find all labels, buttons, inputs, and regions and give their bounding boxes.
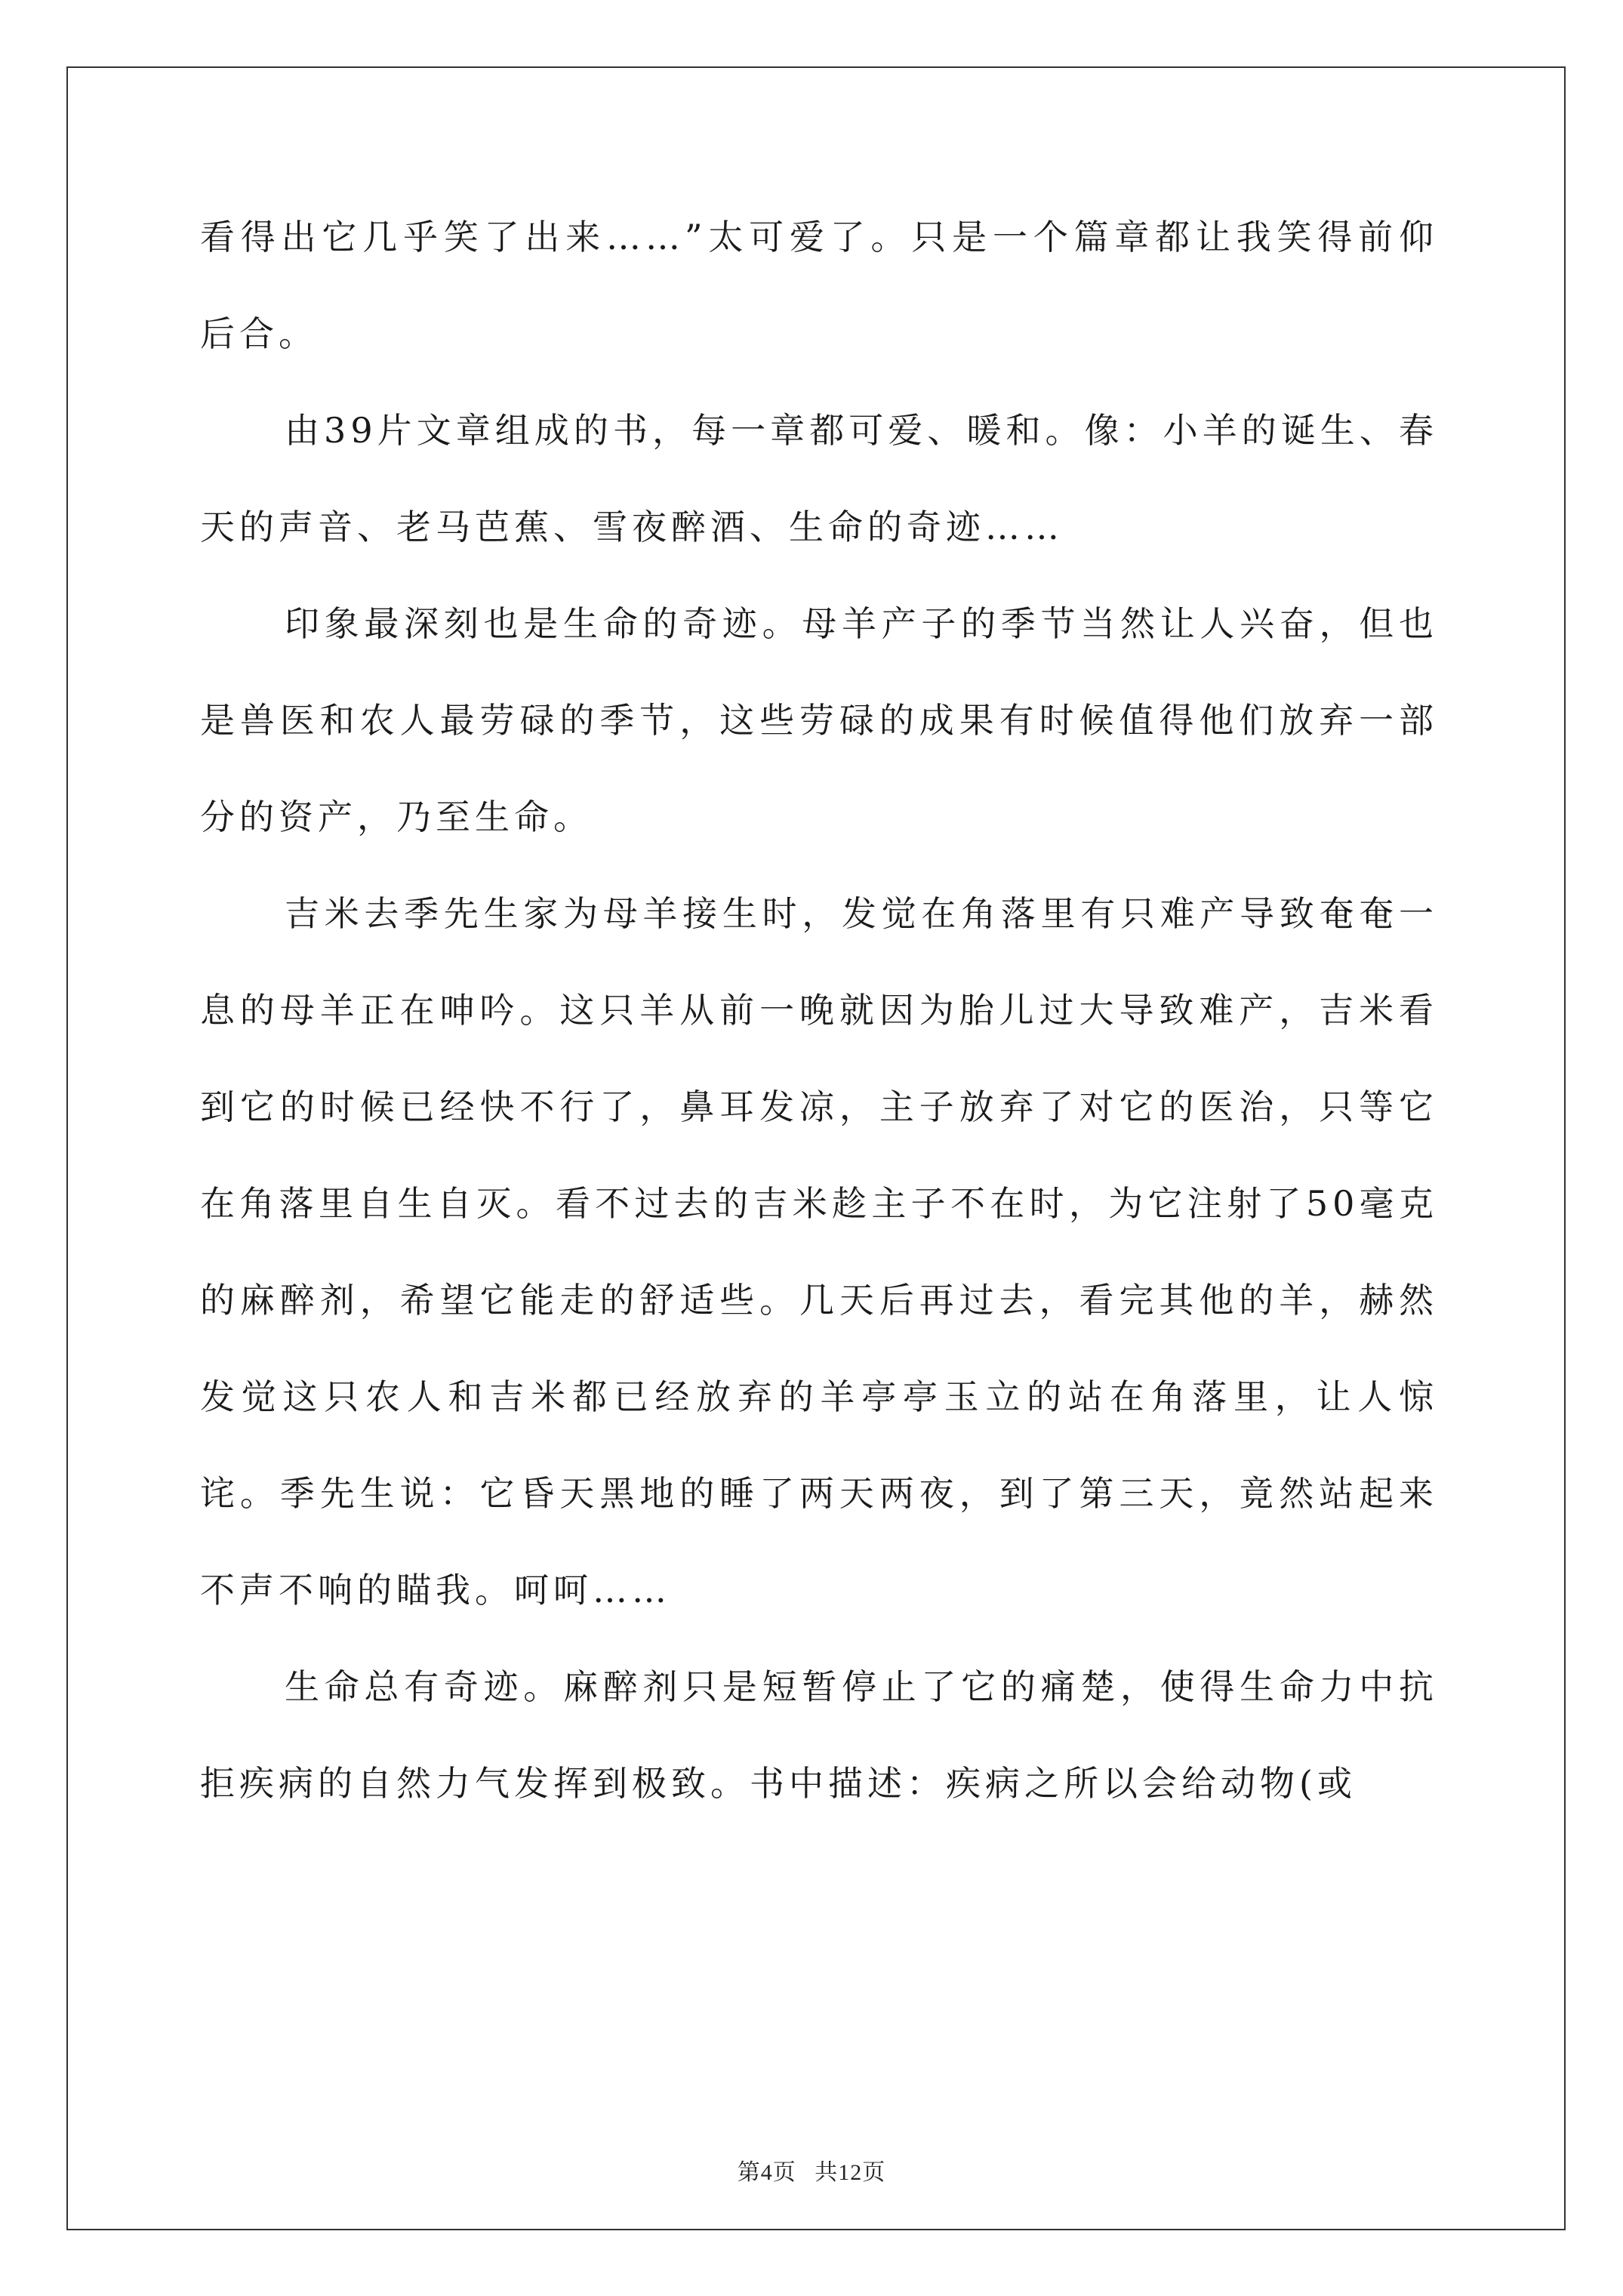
paragraph-2: 由39片文章组成的书，每一章都可爱、暖和。像：小羊的诞生、春天的声音、老马芭蕉、雪夜醉酒、生命的奇迹……	[200, 410, 1438, 547]
page-number: 第4页	[737, 2160, 796, 2185]
page-total: 共12页	[815, 2160, 886, 2185]
paragraph-1: 看得出它几乎笑了出来……”太可爱了。只是一个篇章都让我笑得前仰后合。	[200, 217, 1438, 354]
paragraph-5: 生命总有奇迹。麻醉剂只是短暂停止了它的痛楚，使得生命力中抗拒疾病的自然力气发挥到极致。书中描述：疾病之所以会给动物(或	[200, 1666, 1438, 1804]
paragraph-4: 吉米去季先生家为母羊接生时，发觉在角落里有只难产导致奄奄一息的母羊正在呻吟。这只羊从前一晚就因为胎儿过大导致难产，吉米看到它的时候已经快不行了，鼻耳发凉，主子放弃了对它的医治，只等它在角落里自生自灭。看不过去的吉米趁主子不在时，为它注射了50毫克的麻醉剂，希望它能走的舒适些。几天后再过去，看完其他的羊，赫然发觉这只农人和吉米都已经放弃的羊亭亭玉立的站在角落里，让人惊诧。季先生说：它昏天黑地的睡了两天两夜，到了第三天，竟然站起来不声不响的瞄我。呵呵……	[200, 893, 1438, 1610]
page-footer	[0, 2153, 1623, 2187]
paragraph-3: 印象最深刻也是生命的奇迹。母羊产子的季节当然让人兴奋，但也是兽医和农人最劳碌的季节，这些劳碌的成果有时候值得他们放弃一部分的资产，乃至生命。	[200, 603, 1438, 837]
document-body	[200, 189, 1438, 1832]
